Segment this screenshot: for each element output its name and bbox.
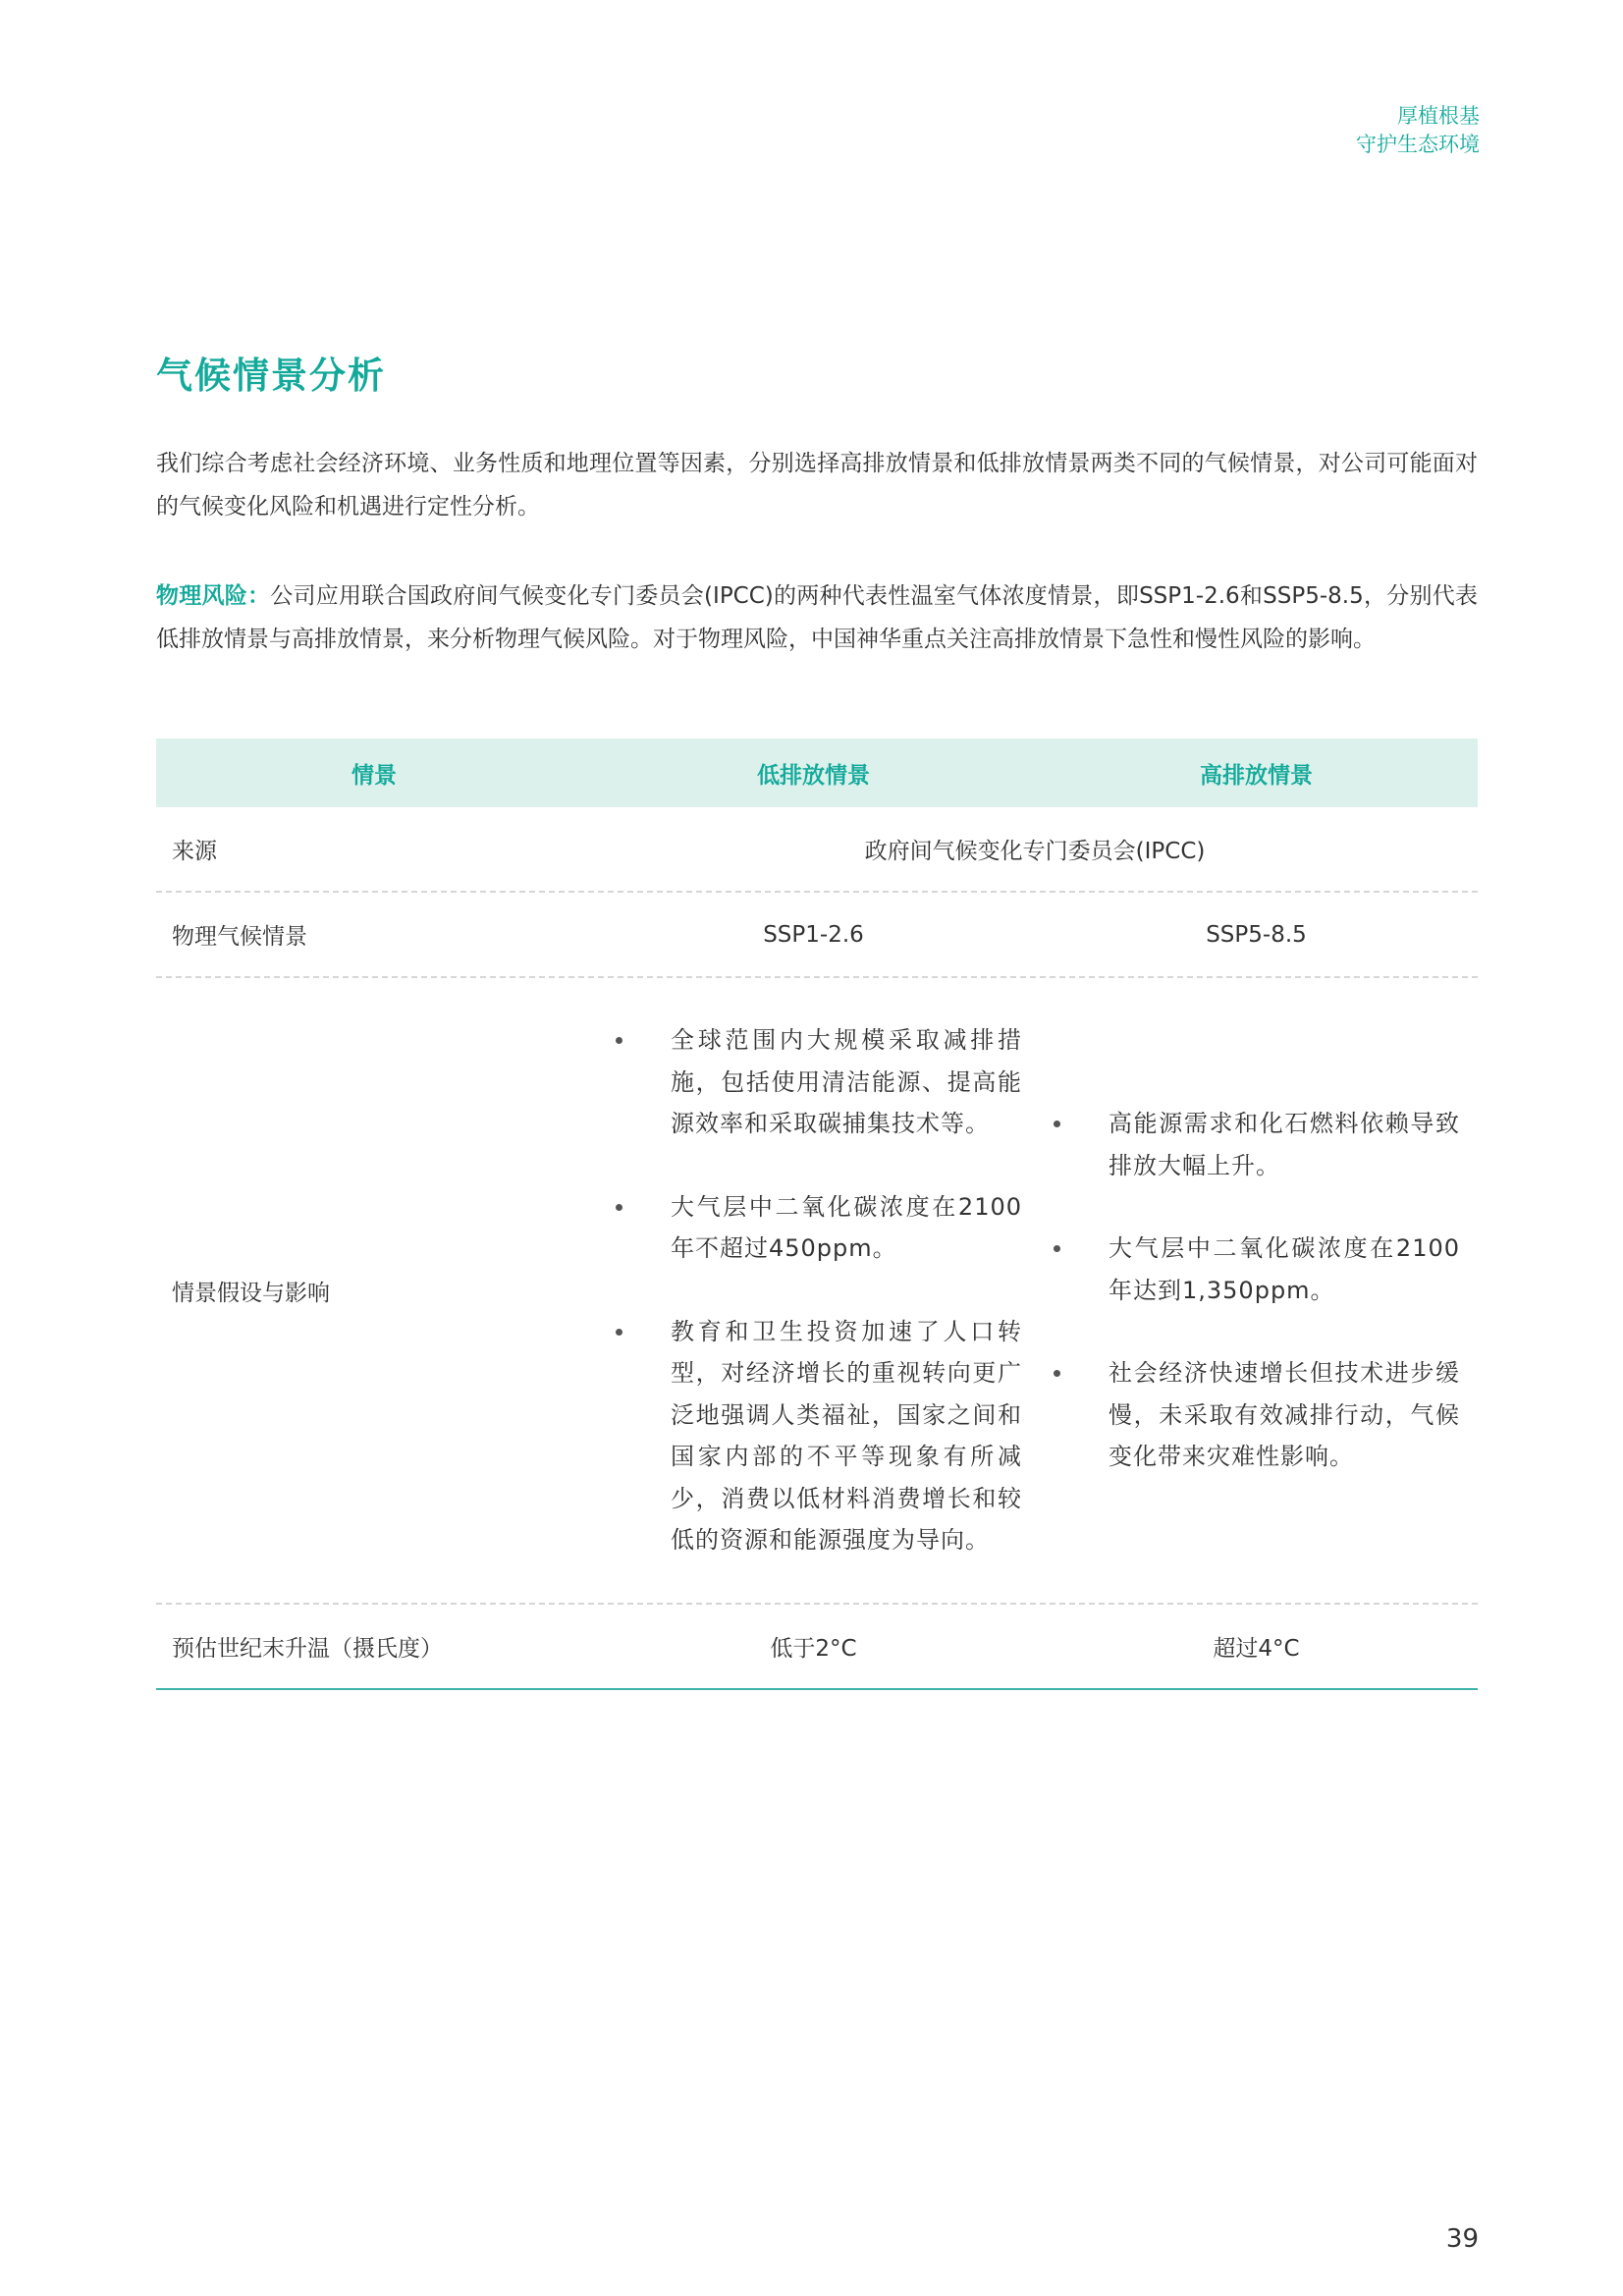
list-item: 高能源需求和化石燃料依赖导致排放大幅上升。: [1109, 1103, 1460, 1186]
list-item: 教育和卫生投资加速了人口转型，对经济增长的重视转向更广泛地强调人类福祉，国家之间和国家内部的不平等现象有所减少，消费以低材料消费增长和较低的资源和能源强度为导向。: [671, 1311, 1022, 1561]
header-scenario: 情景: [352, 762, 397, 789]
list-item: 大气层中二氧化碳浓度在2100年达到1,350ppm。: [1109, 1228, 1460, 1311]
physical-risk-lead: 物理风险：: [156, 583, 271, 609]
assumptions-low-list: [592, 1019, 1022, 1561]
physical-risk-paragraph: [156, 574, 1478, 661]
row-label-physical-scenario: 物理气候情景: [172, 924, 307, 950]
row-label-assumptions: 情景假设与影响: [172, 1280, 330, 1306]
assumptions-low-cell: [592, 978, 1035, 1603]
physical-high-value: SSP5-8.5: [1206, 921, 1307, 948]
warming-high-value: 超过4°C: [1213, 1636, 1300, 1662]
header-line-1: 厚植根基: [1397, 104, 1480, 128]
header-high-emission: 高排放情景: [1200, 762, 1313, 789]
header-low-emission: 低排放情景: [757, 762, 870, 789]
row-label-source: 来源: [172, 839, 217, 864]
section-title: 气候情景分析: [156, 355, 386, 397]
warming-low-value: 低于2°C: [770, 1636, 857, 1662]
table-header-row: [156, 738, 1478, 807]
assumptions-high-cell: [1035, 978, 1478, 1603]
table-row-source: [156, 807, 1478, 893]
list-item: 大气层中二氧化碳浓度在2100年不超过450ppm。: [671, 1186, 1022, 1270]
intro-paragraph: 我们综合考虑社会经济环境、业务性质和地理位置等因素，分别选择高排放情景和低排放情景两类不同的气候情景，对公司可能面对的气候变化风险和机遇进行定性分析。: [156, 451, 1478, 519]
row-label-warming: 预估世纪末升温（摄氏度）: [172, 1636, 443, 1662]
table-row-assumptions: [156, 978, 1478, 1605]
assumptions-high-list: [1035, 1103, 1460, 1478]
table-row-warming: [156, 1605, 1478, 1688]
climate-scenario-table: [156, 738, 1478, 1690]
physical-risk-body: 公司应用联合国政府间气候变化专门委员会(IPCC)的两种代表性温室气体浓度情景，即SSP1-2.6和SSP5-8.5，分别代表低排放情景与高排放情景，来分析物理气候风险。对于物理风险，中国神华重点关注高排放情景下急性和慢性风险的影响。: [156, 583, 1478, 652]
source-value: 政府间气候变化专门委员会(IPCC): [864, 839, 1206, 864]
running-header: [1356, 102, 1480, 159]
list-item: 全球范围内大规模采取减排措施，包括使用清洁能源、提高能源效率和采取碳捕集技术等。: [671, 1019, 1022, 1145]
physical-low-value: SSP1-2.6: [763, 921, 864, 948]
list-item: 社会经济快速增长但技术进步缓慢，未采取有效减排行动，气候变化带来灾难性影响。: [1109, 1352, 1460, 1478]
header-line-2: 守护生态环境: [1356, 133, 1480, 156]
page-number: 39: [1445, 2224, 1479, 2254]
table-row-physical-scenario: [156, 893, 1478, 978]
